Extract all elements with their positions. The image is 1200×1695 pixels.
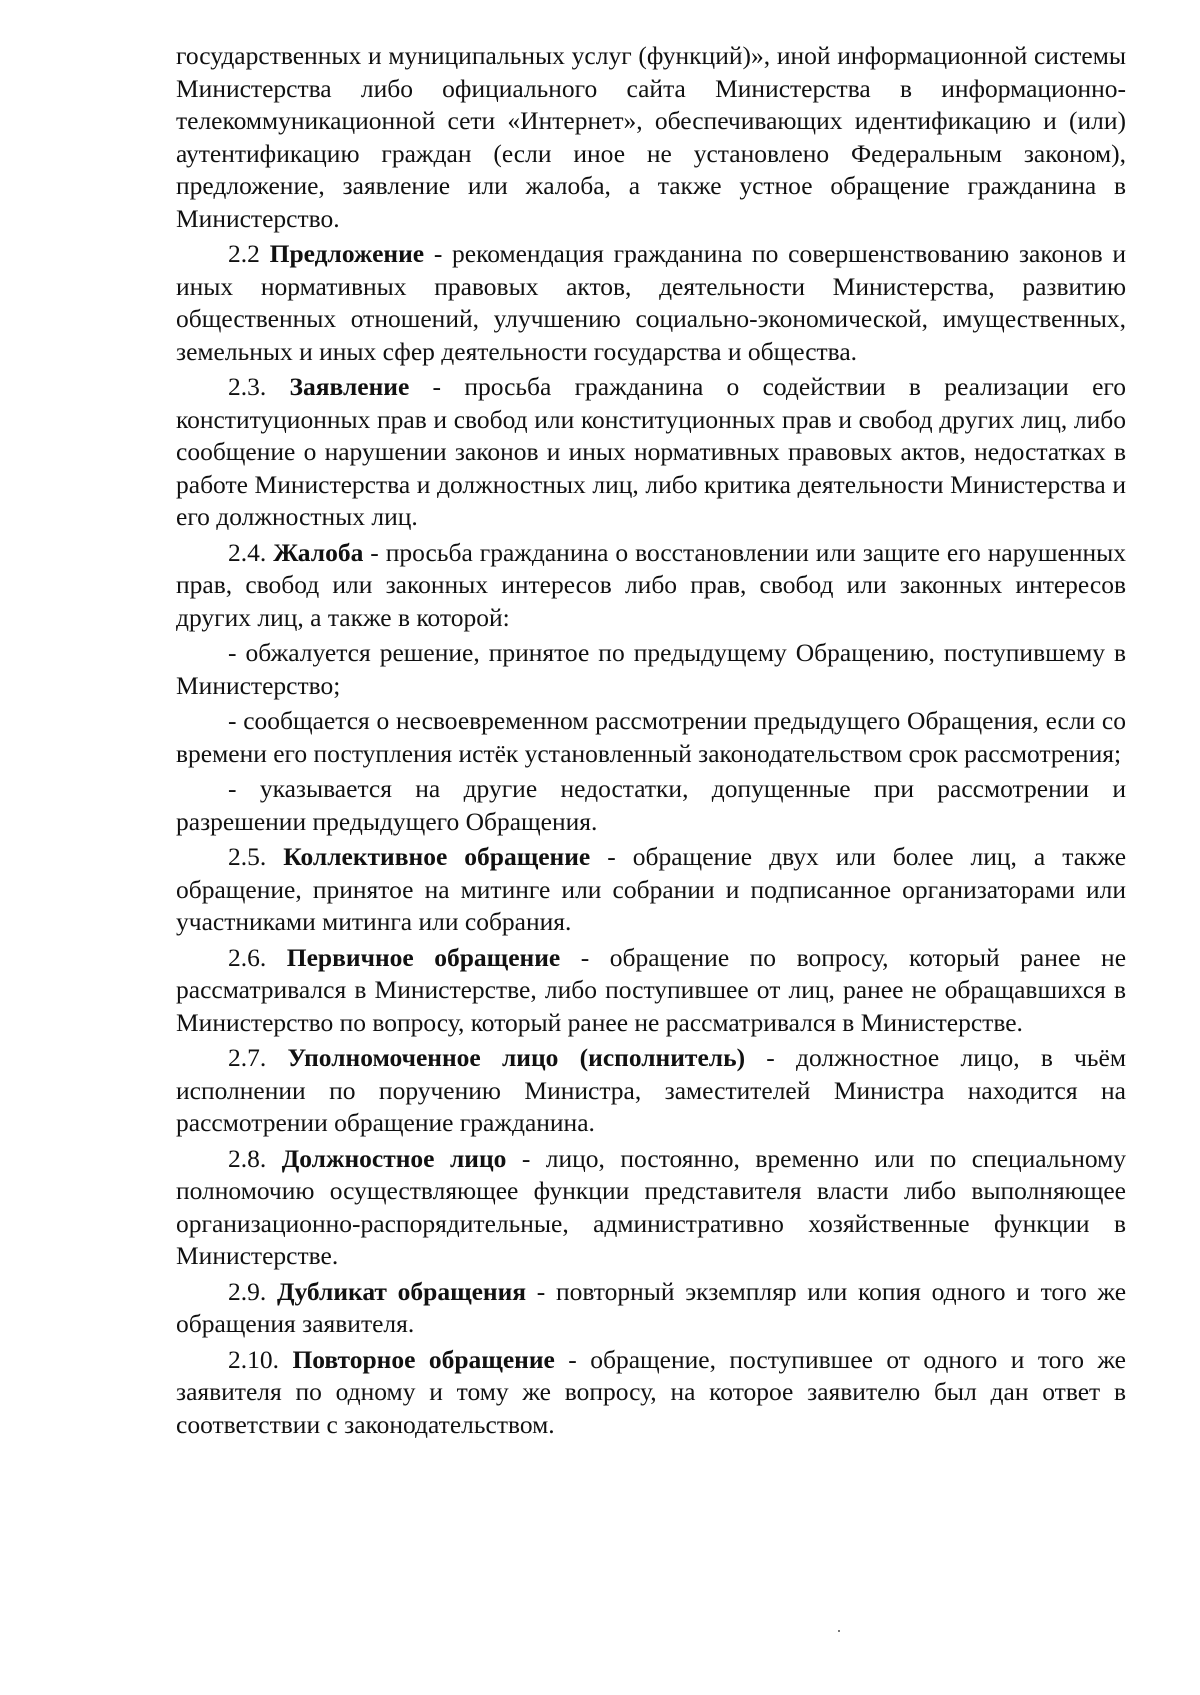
definition-number: 2.9.	[228, 1276, 267, 1306]
definition-text: - лицо, постоянно, временно или по специальному полномочию осуществляющее функции представителя власти либо выполняющее организационно-распорядительные, административно хозяйственные функции в Министерстве.	[176, 1143, 1126, 1270]
definition-text: - обращение двух или более лиц, а также обращение, принятое на митинге или собрании и подписанное организаторами или участниками митинга или собрания.	[176, 842, 1127, 936]
definition-text: - обращение, поступившее от одного и того же заявителя по одному и тому же вопросу, на которое заявителю был дан ответ в соответствии с законодательством.	[176, 1344, 1127, 1439]
definition-authorized-person	[176, 1042, 1126, 1140]
definition-term: Жалоба	[273, 537, 364, 567]
definition-number: 2.2	[228, 239, 260, 268]
definition-primary-appeal	[176, 942, 1126, 1040]
definition-number: 2.4.	[228, 537, 267, 567]
definition-complaint	[176, 537, 1126, 635]
definition-number: 2.8.	[228, 1143, 267, 1173]
definition-text: - обращение по вопросу, который ранее не рассматривался в Министерстве, либо поступившее от лиц, ранее не обращавшихся в Министерство по вопросу, который ранее не рассматривался в Министерстве.	[176, 942, 1127, 1037]
definition-duplicate	[176, 1276, 1126, 1341]
definition-term: Заявление	[289, 372, 410, 401]
definition-number: 2.6.	[228, 942, 267, 972]
definition-term: Повторное обращение	[292, 1344, 555, 1374]
definition-term: Коллективное обращение	[283, 842, 591, 871]
definition-term: Предложение	[269, 239, 425, 268]
definition-text: - просьба гражданина о содействии в реализации его конституционных прав и свобод или конституционных прав и свобод других лиц, либо сообщение о нарушении законов и иных нормативных правовых актов, недостатках в работе Министерства и должностных лиц, либо критика деятельности Министерства и его должностных лиц.	[176, 372, 1126, 531]
complaint-item: - обжалуется решение, принятое по предыдущему Обращению, поступившему в Министерство;	[176, 638, 1126, 700]
scan-speck	[838, 1630, 840, 1632]
definition-repeated-appeal	[176, 1344, 1126, 1442]
definition-collective-appeal	[176, 841, 1126, 939]
definition-official	[176, 1143, 1126, 1273]
definition-proposal	[176, 238, 1126, 368]
definition-number: 2.5.	[228, 842, 267, 871]
definition-text: - повторный экземпляр или копия одного и того же обращения заявителя.	[176, 1276, 1127, 1338]
definition-text: - рекомендация гражданина по совершенствованию законов и иных нормативных правовых актов, деятельности Министерства, развитию общественных отношений, улучшению социально-экономической, имущественных, земельных и иных сфер деятельности государства и общества.	[176, 239, 1126, 366]
definition-application	[176, 371, 1126, 534]
definition-number: 2.3.	[228, 372, 267, 401]
document-page	[176, 40, 1126, 1444]
definition-number: 2.7.	[228, 1043, 267, 1072]
definition-text: - должностное лицо, в чьём исполнении по поручению Министра, заместителей Министра находится на рассмотрении обращение гражданина.	[176, 1043, 1127, 1137]
definition-term: Уполномоченное лицо (исполнитель)	[287, 1043, 746, 1072]
definition-term: Первичное обращение	[286, 942, 561, 972]
definition-term: Должностное лицо	[281, 1143, 507, 1173]
complaint-item: - сообщается о несвоевременном рассмотрении предыдущего Обращения, если со времени его поступления истёк установленный законодательством срок рассмотрения;	[176, 706, 1126, 768]
definition-term: Дубликат обращения	[276, 1276, 527, 1306]
complaint-item: - указывается на другие недостатки, допущенные при рассмотрении и разрешении предыдущего Обращения.	[176, 774, 1126, 836]
definition-number: 2.10.	[228, 1344, 279, 1374]
intro-paragraph: государственных и муниципальных услуг (функций)», иной информационной системы Министерства либо официального сайта Министерства в информационно-телекоммуникационной сети «Интернет», обеспечивающих идентификацию и (или) аутентификацию граждан (если иное не установлено Федеральным законом), предложение, заявление или жалоба, а также устное обращение гражданина в Министерство.	[176, 41, 1126, 233]
definition-text: - просьба гражданина о восстановлении или защите его нарушенных прав, свобод или законных интересов либо прав, свобод или законных интересов других лиц, а также в которой:	[176, 537, 1126, 632]
